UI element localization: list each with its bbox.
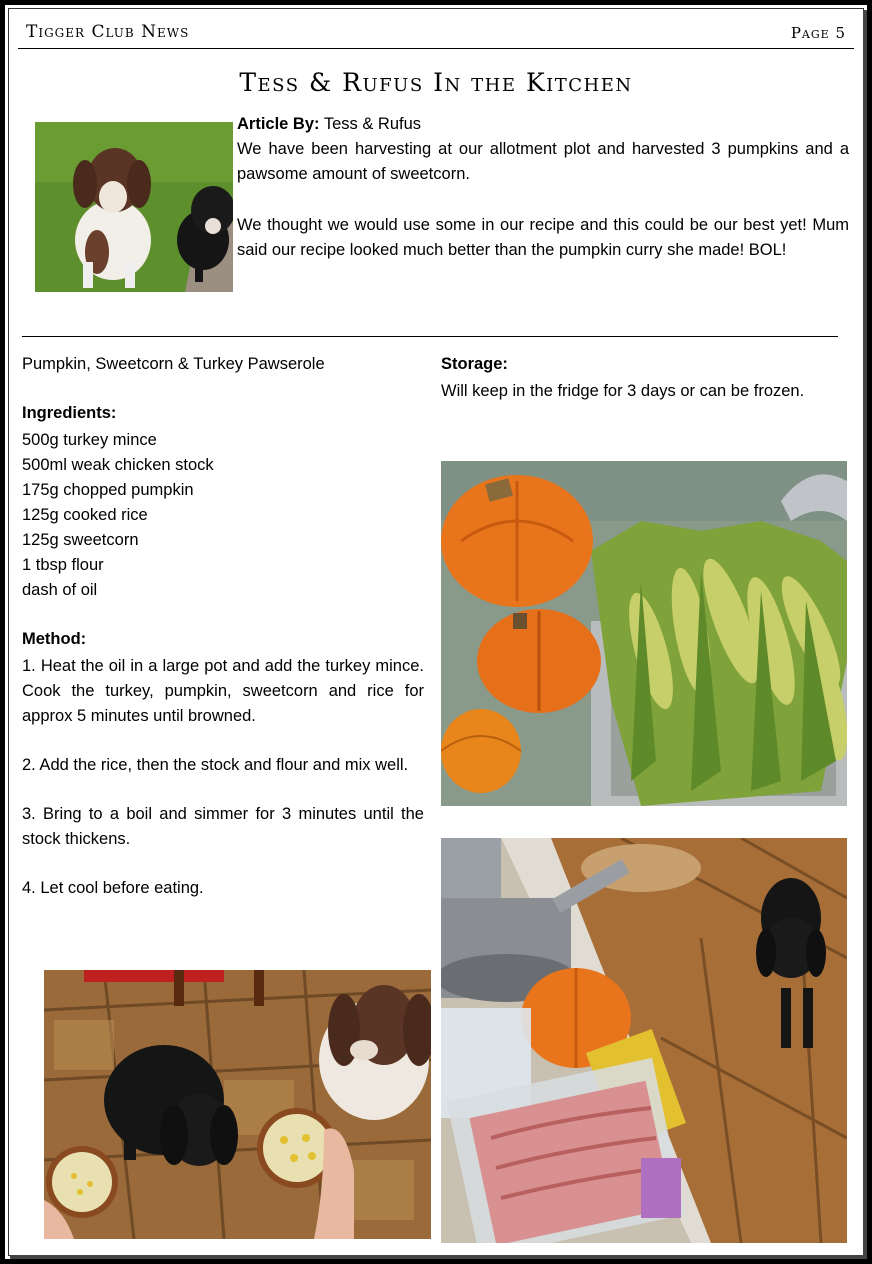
publication-name: Tigger Club News [26,22,190,42]
intro-paragraph-1: We have been harvesting at our allotment plot and harvested 3 pumpkins and a pawsome amount of sweetcorn. [237,140,849,183]
ingredient-item: dash of oil [22,581,98,599]
byline-name: Tess & Rufus [323,115,422,133]
recipe-name: Pumpkin, Sweetcorn & Turkey Pawserole [22,355,325,373]
dogs-with-bowls-photo [44,970,431,1239]
method-step-4: 4. Let cool before eating. [22,879,204,897]
article-title: Tess & Rufus In the Kitchen [239,68,633,97]
storage-section [441,352,844,404]
article-intro [237,112,849,289]
byline-label: Article By: [237,115,320,133]
storage-heading: Storage: [441,355,508,373]
header-divider [18,48,854,49]
pumpkins-and-sweetcorn-photo [441,461,847,806]
page-shadow-right [863,10,867,1256]
method-step-3: 3. Bring to a boil and simmer for 3 minutes until the stock thickens. [22,805,424,848]
page-shadow-bottom [10,1255,867,1259]
section-divider [22,336,838,337]
ingredient-item: 125g sweetcorn [22,531,139,549]
ingredients-heading: Ingredients: [22,404,117,422]
ingredient-item: 500g turkey mince [22,431,157,449]
method-step-1: 1. Heat the oil in a large pot and add the turkey mince. Cook the turkey, pumpkin, sweetcorn and rice for approx 5 minutes until browned. [22,657,424,725]
storage-text: Will keep in the fridge for 3 days or can be frozen. [441,382,805,400]
method-step-2: 2. Add the rice, then the stock and flour and mix well. [22,756,409,774]
recipe-column [22,352,424,901]
ingredient-item: 175g chopped pumpkin [22,481,194,499]
byline [237,112,849,137]
page-number: Page 5 [790,24,846,42]
ingredient-item: 1 tbsp flour [22,556,104,574]
method-heading: Method: [22,630,87,648]
intro-paragraph-2: We thought we would use some in our recipe and this could be our best yet! Mum said our recipe looked much better than the pumpkin curry she made! BOL! [237,216,849,259]
ingredient-item: 500ml weak chicken stock [22,456,214,474]
ingredient-item: 125g cooked rice [22,506,148,524]
ingredients-and-dog-photo [441,838,847,1243]
dogs-on-grass-photo [35,122,233,292]
